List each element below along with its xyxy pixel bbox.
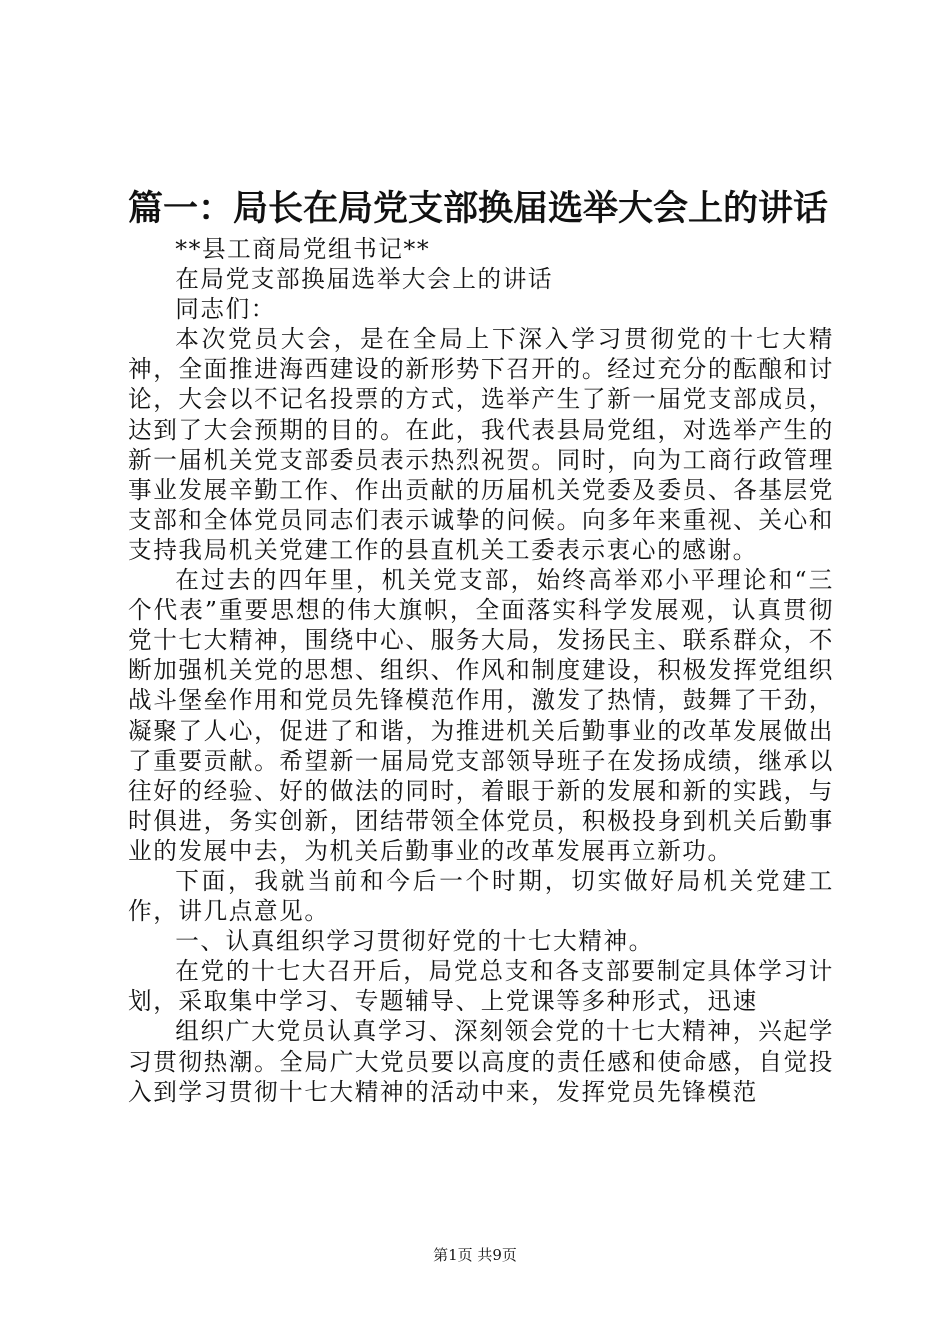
subtitle-line: 在局党支部换届选举大会上的讲话 <box>175 265 554 294</box>
paragraph: 在过去的四年里，机关党支部，始终高举邓小平理论和“三个代表”重要思想的伟大旗帜，全面落实科学发展观，认真贯彻党十七大精神，围绕中心、服务大局，发扬民主、联系群众，不断加强机关党的思想、组织、作风和制度建设，积极发挥党组织战斗堡垒作用和党员先锋模范作用，激发了热情，鼓舞了干劲，凝聚了人心，促进了和谐，为推进机关后勤事业的改革发展做出了重要贡献。希望新一届局党支部领导班子在发扬成绩，继承以往好的经验、好的做法的同时，着眼于新的发展和新的实践，与时俱进，务实创新，团结带领全体党员，积极投身到机关后勤事业的发展中去，为机关后勤事业的改革发展再立新功。 <box>128 566 834 865</box>
paragraph: 在党的十七大召开后，局党总支和各支部要制定具体学习计划，采取集中学习、专题辅导、上党课等多种形式，迅速 <box>128 957 834 1016</box>
document-title: 篇一：局长在局党支部换届选举大会上的讲话 <box>128 188 829 229</box>
author-line: **县工商局党组书记** <box>175 235 431 263</box>
salutation: 同志们： <box>175 295 276 324</box>
paragraph: 本次党员大会，是在全局上下深入学习贯彻党的十七大精神，全面推进海西建设的新形势下召开的。经过充分的酝酿和讨论，大会以不记名投票的方式，选举产生了新一届党支部成员，达到了大会预期的目的。在此，我代表县局党组，对选举产生的新一届机关党支部委员表示热烈祝贺。同时，向为工商行政管理事业发展辛勤工作、作出贡献的历届机关党委及委员、各基层党支部和全体党员同志们表示诚挚的问候。向多年来重视、关心和支持我局机关党建工作的县直机关工委表示衷心的感谢。 <box>128 325 834 564</box>
paragraph: 下面，我就当前和今后一个时期，切实做好局机关党建工作，讲几点意见。 <box>128 866 834 926</box>
section-heading: 一、认真组织学习贯彻好党的十七大精神。 <box>175 927 654 956</box>
page-footer: 第1页 共9页 <box>433 1246 517 1264</box>
document-body <box>128 234 834 1107</box>
paragraph: 组织广大党员认真学习、深刻领会党的十七大精神，兴起学习贯彻热潮。全局广大党员要以高度的责任感和使命感，自觉投入到学习贯彻十七大精神的活动中来，发挥党员先锋模范 <box>128 1017 834 1106</box>
